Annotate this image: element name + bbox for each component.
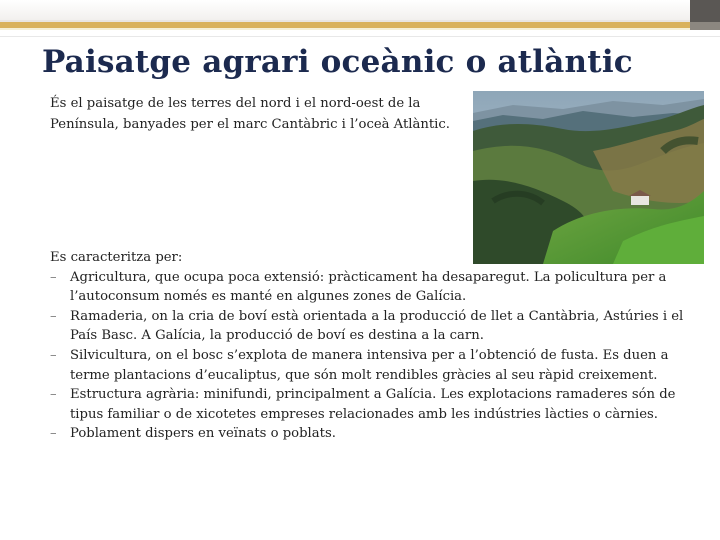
list-item-text: Ramaderia, on la cria de boví està orientada a la producció de llet a Cantàbria, Astúries i el País Basc. A Galícia, la producció de boví es destina a la carn. [70,308,684,344]
gold-stripe-corner [690,22,720,30]
bullet-dash: – [50,426,57,442]
list-item-text: Silvicultura, on el bosc s’explota de manera intensiva per a l’obtenció de fusta. Es duen a terme plantacions d’eucaliptus, que són molt rendibles gràcies al seu ràpid creixement. [70,347,669,383]
list-item [50,307,690,346]
top-bar-light [0,0,690,20]
bullet-dash: – [50,308,57,324]
top-bar-corner [690,0,720,22]
intro-paragraph: És el paisatge de les terres del nord i el nord-oest de la Península, banyades per el marc Cantàbric i l’oceà Atlàntic. [50,96,450,132]
bullet-dash: – [50,269,57,285]
characteristics-list [50,268,690,444]
list-item [50,346,690,385]
list-item [50,424,690,444]
list-item [50,268,690,307]
bullet-dash: – [50,387,57,403]
top-decoration-bar [0,0,720,22]
title-divider [0,36,720,37]
bullet-dash: – [50,347,57,363]
slide-title: Paisatge agrari oceànic o atlàntic [42,44,633,80]
gold-stripe [0,22,690,28]
landscape-photo [473,91,704,264]
list-item-text: Poblament dispers en veïnats o poblats. [70,426,336,442]
landscape-image [473,91,704,264]
list-item-text: Agricultura, que ocupa poca extensió: pràcticament ha desaparegut. La policultura per a l’autoconsum només es manté en algunes zones de Galícia. [70,269,667,305]
characteristics-lead: Es caracteritza per: [50,250,183,265]
characteristics-section [50,248,690,444]
list-item-text: Estructura agrària: minifundi, principalment a Galícia. Les explotacions ramaderes són de tipus familiar o de xicotetes empreses relacionades amb les indústries làcties o càrnies. [70,387,676,422]
list-item [50,385,690,424]
accent-stripe [0,22,720,30]
